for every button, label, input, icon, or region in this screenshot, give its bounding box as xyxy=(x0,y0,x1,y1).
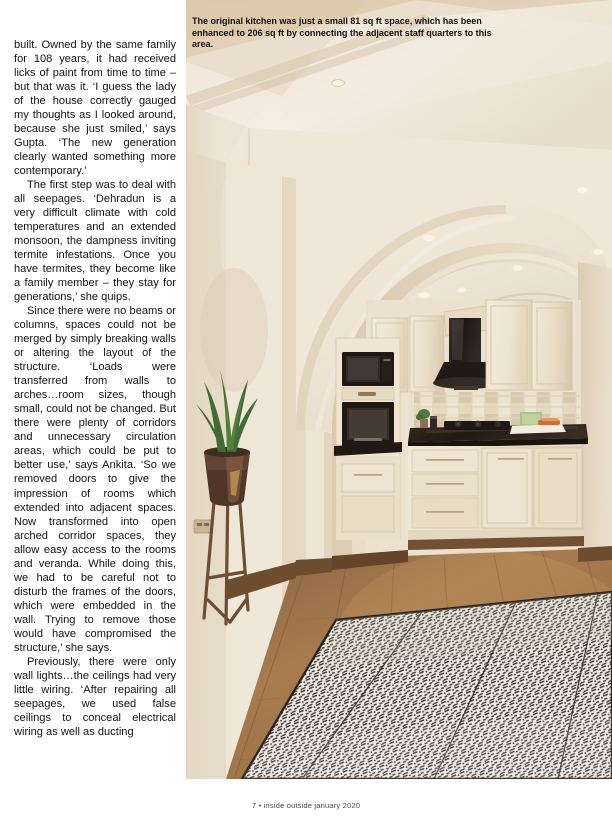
kitchen-photo-illustration xyxy=(186,0,612,779)
kitchen-photograph xyxy=(186,0,612,779)
article-paragraph-4: Previously, there were only wall lights…the ceilings had very little wiring. ‘After repairing all seepages, we used false ceilings to conceal electrical wiring as well as ducting xyxy=(14,655,176,738)
article-paragraph-3: Since there were no beams or columns, spaces could not be merged by simply breaking walls or altering the layout of the structure. ‘Loads were transferred from walls to arches…room sizes, though small, could not be changed. But there were plenty of corridors and unnecessary circulation areas, which could be put to better use,’ says Ankita. ‘So we removed doors to give the impression of rooms which extended into adjacent spaces. Now transformed into open arched corridor spaces, they allow easy access to the rooms and veranda. While doing this, we had to be careful not to disturb the frames of the doors, which were embedded in the wall. Trying to remove those would have compromised the structure,’ she says. xyxy=(14,305,176,654)
page-footer: 7 • inside outside january 2020 xyxy=(251,801,361,810)
photo-caption: The original kitchen was just a small 81 sq ft space, which has been enhanced to 206 sq ft by connecting the adjacent staff quarters to this area. xyxy=(192,16,492,50)
article-paragraph-1: built. Owned by the same family for 108 years, it had received licks of paint from time to time – but that was it. ‘I guess the lady of the house correctly gauged my thoughts as I looked around, because she just smiled,’ says Gupta. ‘The new generation clearly wanted something more contemporary.’ xyxy=(14,39,176,178)
article-paragraph-2: The first step was to deal with all seepages. ‘Dehradun is a very difficult climate with cold temperatures and an extended monsoon, the dampness inviting termite infestations. Once you have termites, they become like a family member – they stay for generations,’ she quips. xyxy=(14,179,176,304)
article-text-column xyxy=(14,38,176,739)
